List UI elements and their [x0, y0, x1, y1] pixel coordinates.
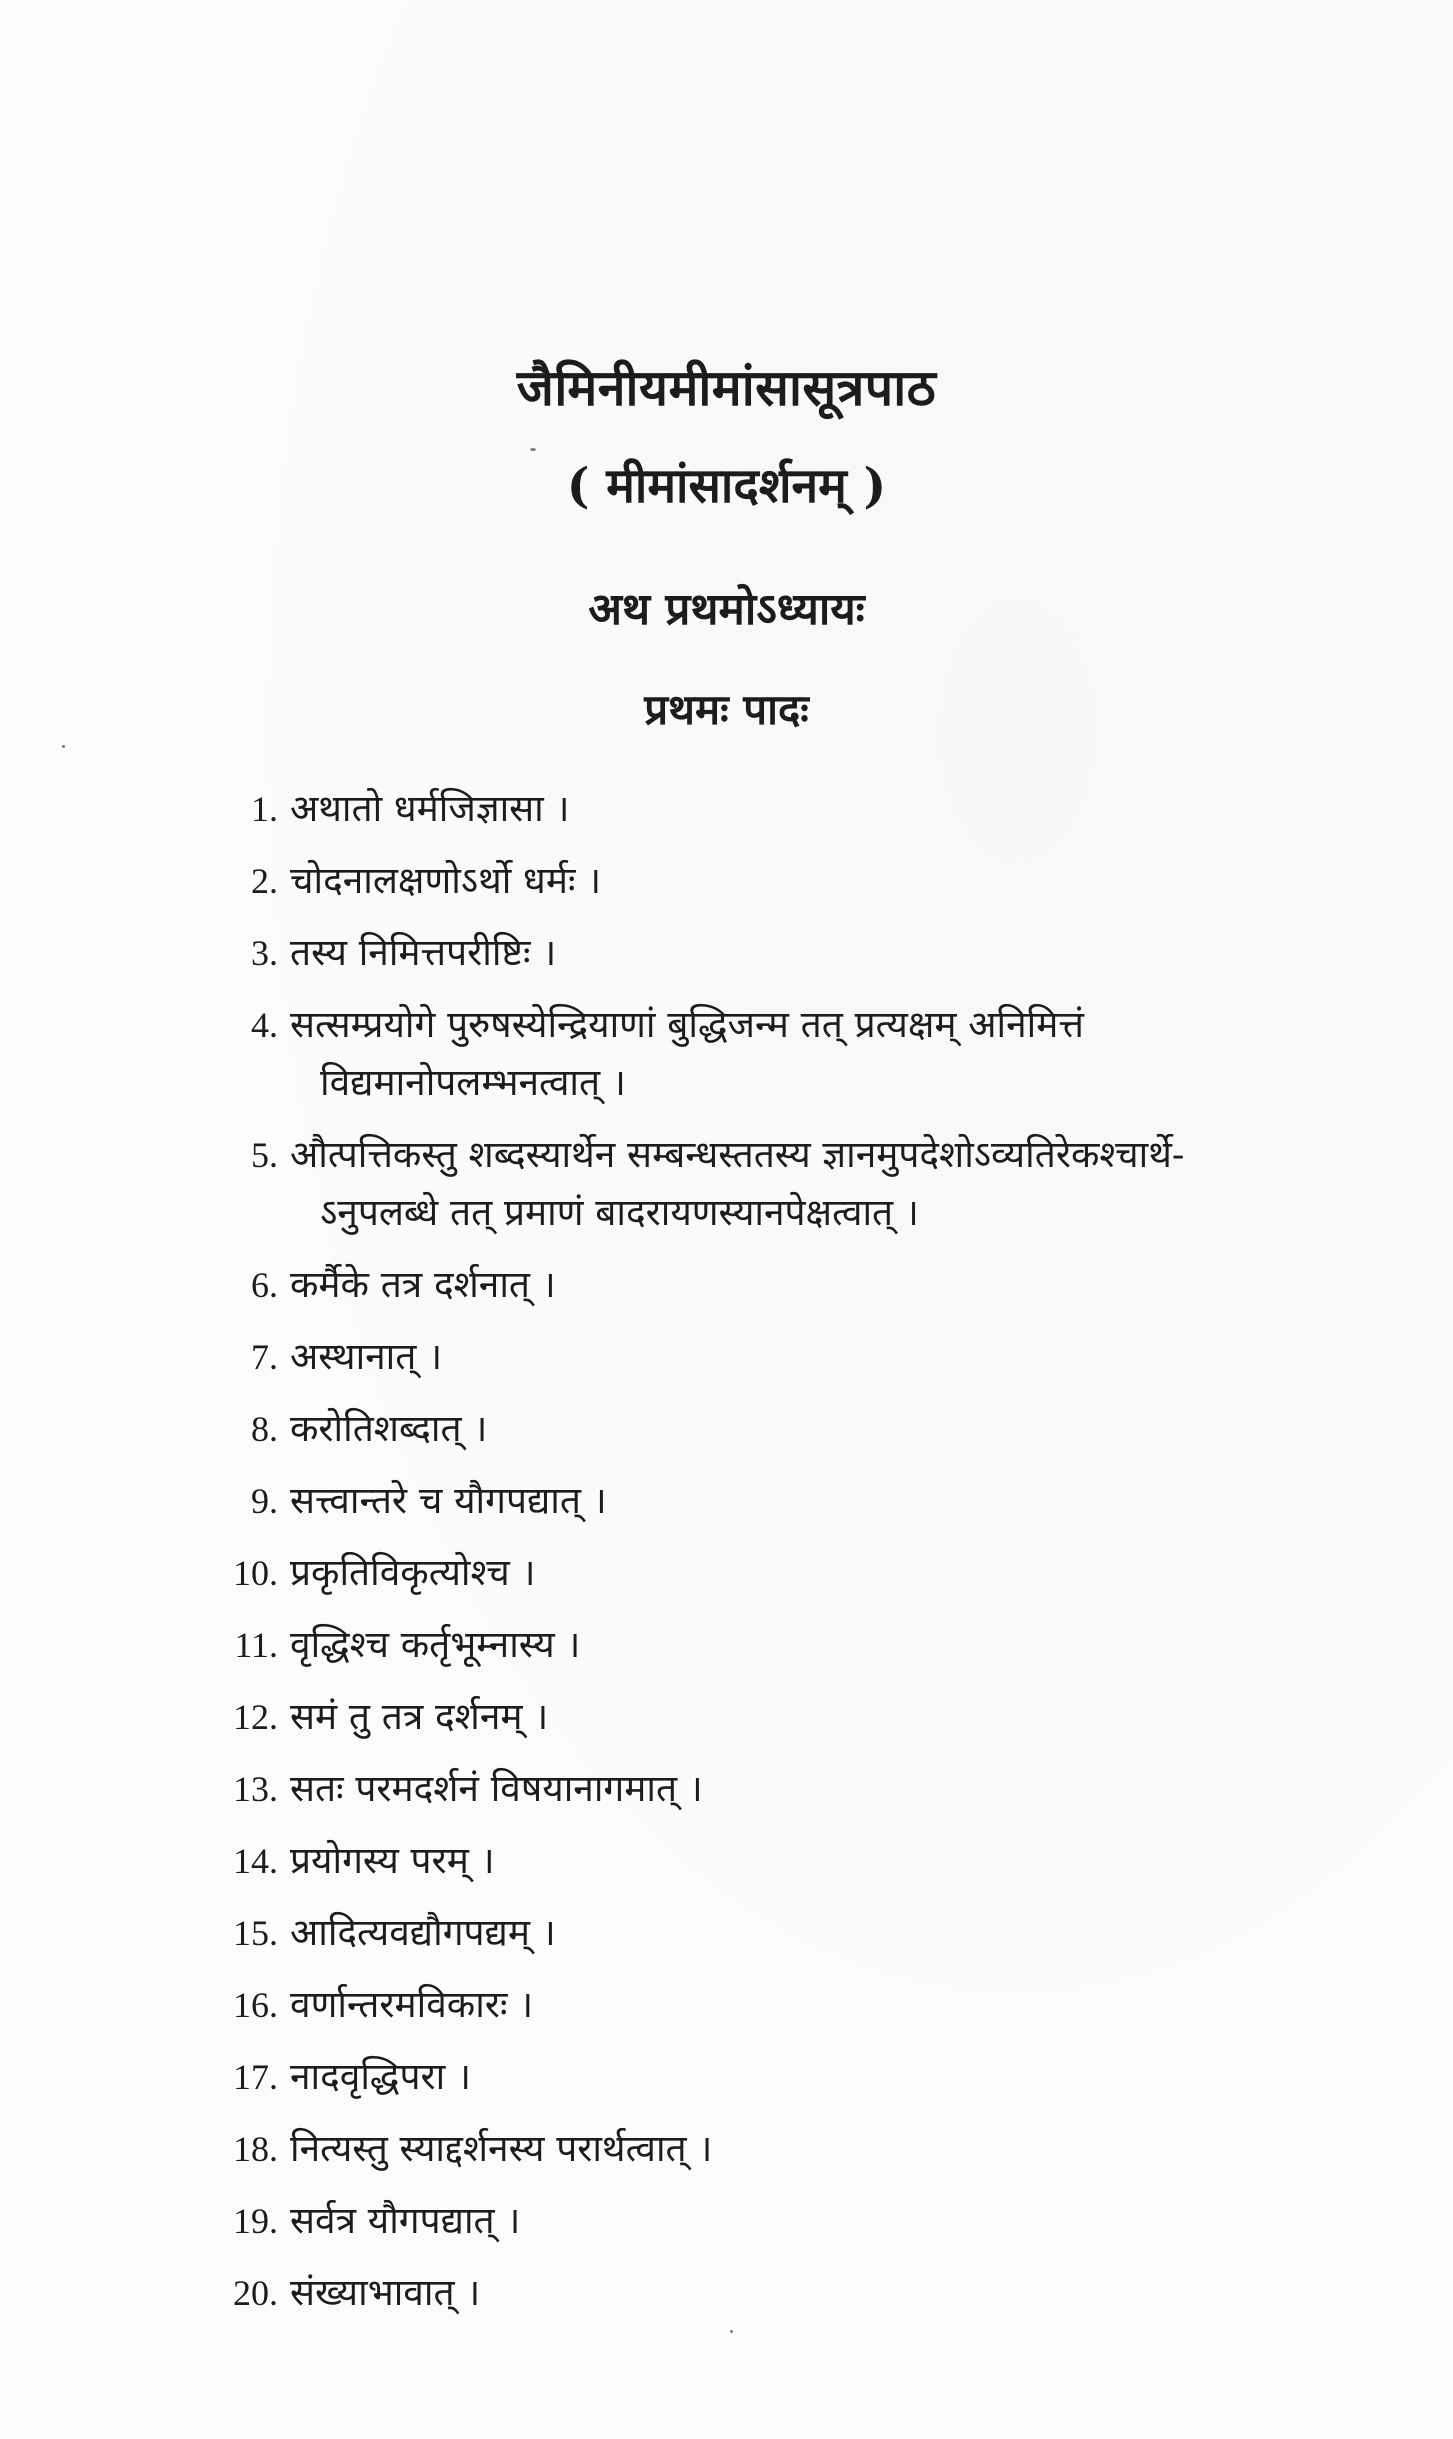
sutra-text: समं तु तत्र दर्शनम् । [290, 1695, 549, 1738]
sutra-text: आदित्यवद्यौगपद्यम् । [290, 1911, 556, 1954]
sutra-item [210, 1400, 1340, 1458]
sutra-item [210, 1256, 1340, 1314]
sutra-text: कर्मैके तत्र दर्शनात् । [290, 1263, 556, 1306]
sutra-number: 9. [251, 1481, 278, 1521]
scan-speck [730, 2330, 733, 2333]
sutra-number: 15. [233, 1913, 278, 1953]
sutra-item [210, 924, 1340, 982]
sutra-number: 10. [233, 1553, 278, 1593]
sutra-number: 1. [251, 789, 278, 829]
sutra-item [210, 2192, 1340, 2250]
sutra-text: वर्णान्तरमविकारः । [290, 1983, 534, 2026]
sutra-text-block [290, 996, 1340, 1112]
sutra-item [210, 996, 1340, 1112]
sutra-text: वृद्धिश्च कर्तृभूम्नास्य । [290, 1623, 581, 1666]
sutra-text-continuation: ऽनुपलब्धे तत् प्रमाणं बादरायणस्यानपेक्षत्वात् । [320, 1191, 919, 1234]
sutra-number: 14. [233, 1841, 278, 1881]
sutra-text: नादवृद्धिपरा । [290, 2055, 471, 2098]
sutra-number: 8. [251, 1409, 278, 1449]
sutra-text: अस्थानात् । [290, 1335, 443, 1378]
sutra-text: सत्सम्प्रयोगे पुरुषस्येन्द्रियाणां बुद्धिजन्म तत् प्रत्यक्षम् अनिमित्तं [290, 1003, 1084, 1046]
sutra-item [210, 2120, 1340, 2178]
sutra-text: औत्पत्तिकस्तु शब्दस्यार्थेन सम्बन्धस्ततस्य ज्ञानमुपदेशोऽव्यतिरेकश्चार्थे- [290, 1133, 1185, 1176]
sutra-text: तस्य निमित्तपरीष्टिः । [290, 931, 557, 974]
sutra-item [210, 1616, 1340, 1674]
sutra-number: 2. [251, 861, 278, 901]
sutra-number: 4. [251, 1005, 278, 1045]
sutra-item [210, 1544, 1340, 1602]
sutra-text-continuation: विद्यमानोपलम्भनत्वात् । [320, 1061, 626, 1104]
page-subtitle: ( मीमांसादर्शनम् ) [566, 458, 887, 514]
sutra-number: 17. [233, 2057, 278, 2097]
sutra-number: 3. [251, 933, 278, 973]
sutra-number: 6. [251, 1265, 278, 1305]
scan-speck [62, 745, 65, 748]
sutra-number: 7. [251, 1337, 278, 1377]
sutra-item [210, 1472, 1340, 1530]
sutra-number: 18. [233, 2129, 278, 2169]
sutra-number: 20. [233, 2273, 278, 2313]
sutra-item [210, 852, 1340, 910]
sutra-text: प्रकृतिविकृत्योश्च । [290, 1551, 536, 1594]
section-heading: प्रथमः पादः [644, 685, 809, 734]
sutra-item [210, 1760, 1340, 1818]
sutra-item [210, 1976, 1340, 2034]
page-title: जैमिनीयमीमांसासूत्रपाठ [516, 358, 937, 417]
sutra-number: 16. [233, 1985, 278, 2025]
sutra-text: नित्यस्तु स्याद्दर्शनस्य परार्थत्वात् । [290, 2127, 713, 2170]
scan-speck [530, 448, 536, 451]
sutra-text: संख्याभावात् । [290, 2271, 481, 2314]
sutra-number: 12. [233, 1697, 278, 1737]
sutra-list [210, 780, 1340, 2336]
sutra-text-block [290, 1126, 1340, 1242]
sutra-item [210, 1904, 1340, 1962]
sutra-number: 5. [251, 1135, 278, 1175]
sutra-item [210, 1832, 1340, 1890]
sutra-item [210, 1688, 1340, 1746]
chapter-heading: अथ प्रथमोऽध्यायः [588, 584, 865, 635]
sutra-text: चोदनालक्षणोऽर्थो धर्मः । [290, 859, 602, 902]
sutra-item [210, 2264, 1340, 2322]
sutra-item [210, 1328, 1340, 1386]
sutra-number: 19. [233, 2201, 278, 2241]
sutra-item [210, 780, 1340, 838]
sutra-text: प्रयोगस्य परम् । [290, 1839, 495, 1882]
sutra-text: करोतिशब्दात् । [290, 1407, 488, 1450]
sutra-text: सत्त्वान्तरे च यौगपद्यात् । [290, 1479, 607, 1522]
sutra-item [210, 1126, 1340, 1242]
sutra-text: अथातो धर्मजिज्ञासा । [290, 787, 570, 830]
sutra-text: सर्वत्र यौगपद्यात् । [290, 2199, 521, 2242]
sutra-number: 11. [234, 1625, 278, 1665]
sutra-item [210, 2048, 1340, 2106]
sutra-text: सतः परमदर्शनं विषयानागमात् । [290, 1767, 703, 1810]
sutra-number: 13. [233, 1769, 278, 1809]
